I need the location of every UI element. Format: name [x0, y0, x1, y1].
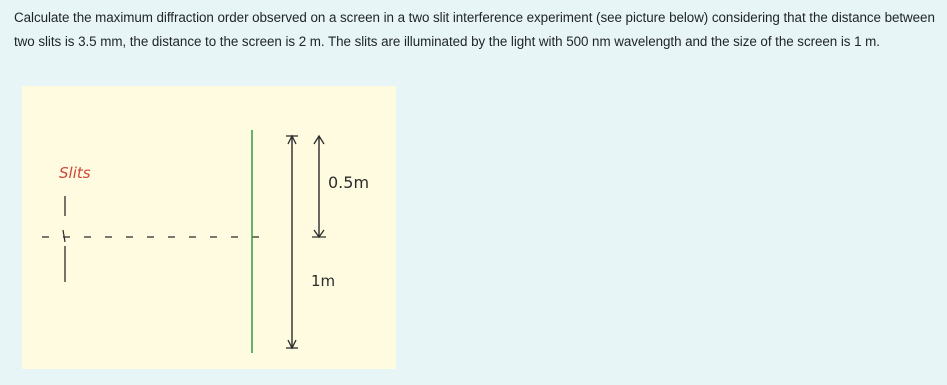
two-slit-diagram — [22, 86, 396, 369]
slits-label: Slits — [59, 164, 91, 182]
slit-gap-mark — [63, 230, 65, 242]
screen-size-label: 1m — [311, 272, 336, 290]
half-screen-label: 0.5m — [328, 173, 370, 192]
question-text: Calculate the maximum diffraction order observed on a screen in a two slit interference experiment (see picture below) considering that the distance between two slits is 3.5 mm, the distance to the screen is 2 m. The slits are illuminated by the light with 500 nm wavelength and the size of the screen is 1 m. — [14, 10, 935, 49]
diagram-svg — [22, 86, 396, 369]
